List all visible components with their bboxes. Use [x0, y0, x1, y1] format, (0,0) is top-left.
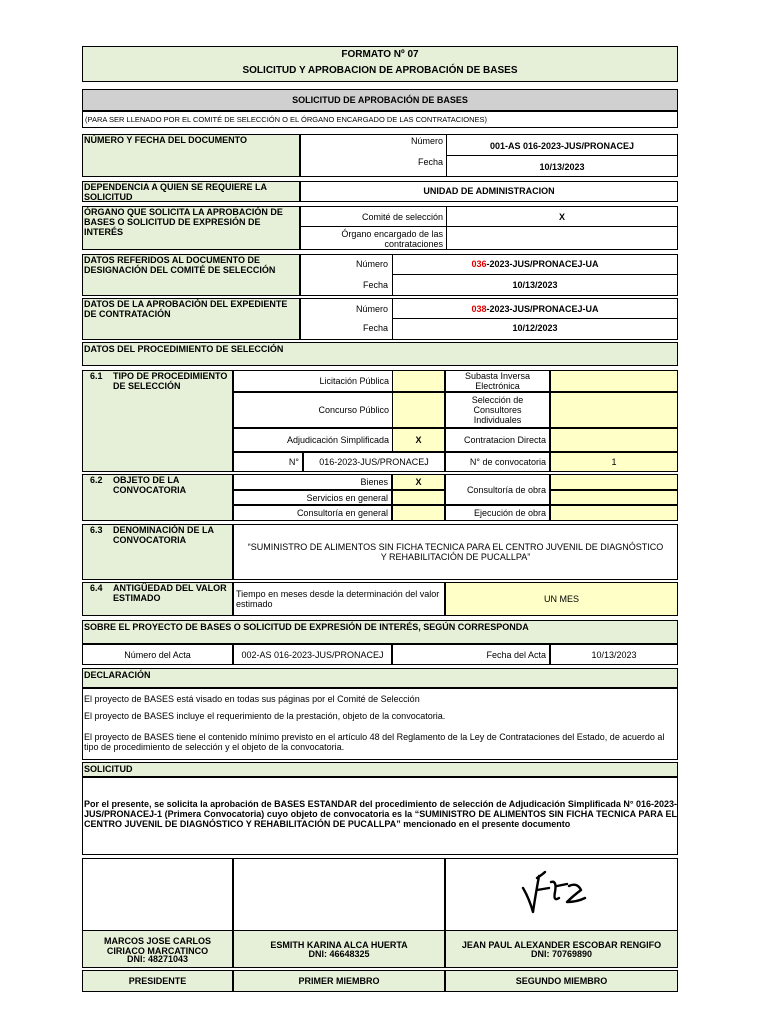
s64-label: ANTIGÜEDAD DEL VALOR ESTIMADO — [113, 583, 227, 603]
solicitud-text: Por el presente, se solicita la aprobación de BASES ESTANDAR del procedimiento de selección de Adjudicación Simplificada N° 016-2023-JUS/PRONACEJ-1 (Primera Convocatoria) cuyo objeto de convocatoria es la “SUMINISTRO DE ALIMENTOS SIN FICHA TECNICA PARA EL CENTRO JUVENIL DE DIAGNÓSTICO Y REHABILITACIÓN DE PUCALLPA” mencionado en el presente documento — [84, 799, 677, 829]
adjudicacion-check[interactable] — [392, 428, 445, 452]
consultoria-obra-check-2[interactable] — [550, 490, 678, 505]
n-value-text: 016-2023-JUS/PRONACEJ — [319, 457, 429, 467]
consultoria-general-check[interactable] — [392, 505, 445, 521]
consultoria-obra-check[interactable] — [550, 474, 678, 490]
designacion-numero-red: 036 — [471, 259, 487, 269]
acta-value-text: 002-AS 016-2023-JUS/PRONACEJ — [241, 649, 384, 660]
declaracion-p2: El proyecto de BASES incluye el requerimiento de la prestación, objeto de la convocatoria. — [84, 711, 446, 721]
organo-encargado-label: Órgano encargado de las contrataciones — [341, 229, 443, 249]
doc-numero-label: Número — [410, 136, 443, 146]
dependencia-label: DEPENDENCIA A QUIEN SE REQUIERE LA SOLICITUD — [84, 182, 267, 202]
subasta-text: Subasta Inversa Electrónica — [464, 371, 531, 391]
subasta-check[interactable] — [550, 370, 678, 392]
bienes-mark: X — [415, 477, 422, 487]
adjudicacion-label — [233, 428, 392, 452]
role-segundo-miembro: SEGUNDO MIEMBRO — [515, 976, 608, 986]
comite-mark: X — [558, 212, 565, 222]
adjudicacion-text: Adjudicación Simplificada — [286, 435, 389, 445]
conv-text: N° de convocatoria — [469, 457, 546, 467]
n-text: N° — [288, 457, 299, 467]
acta-fecha-label-text: Fecha del Acta — [486, 649, 546, 660]
designacion-numero — [392, 259, 678, 269]
consultoria-obra-label — [445, 474, 550, 505]
ejecucion-obra-check[interactable] — [550, 505, 678, 521]
doc-fecha: 10/13/2023 — [539, 162, 585, 172]
concurso-text: Concurso Público — [318, 405, 389, 415]
declaracion-p1: El proyecto de BASES está visado en todas sus páginas por el Comité de Selección — [84, 694, 420, 704]
role-primer-miembro: PRIMER MIEMBRO — [298, 976, 380, 986]
servicios-label — [233, 490, 392, 505]
conv-value — [550, 452, 678, 472]
organo-label: ÓRGANO QUE SOLICITA LA APROBACIÓN DE BASES O SOLICITUD DE EXPRESIÓN DE INTERÉS — [84, 207, 283, 237]
s62-label: OBJETO DE LA CONVOCATORIA — [113, 475, 187, 495]
tiempo-label-box — [233, 582, 445, 616]
s61-label: TIPO DE PROCEDIMIENTO DE SELECCIÓN — [113, 371, 228, 391]
divider — [392, 318, 678, 319]
tiempo-value-box — [445, 582, 678, 616]
firma-2-dni: DNI: 46648325 — [308, 949, 370, 959]
s61-num: 6.1 — [90, 371, 103, 381]
expediente-fecha: 10/12/2023 — [512, 323, 558, 333]
s63-label: DENOMINACIÓN DE LA CONVOCATORIA — [113, 525, 214, 545]
tiempo-value: UN MES — [543, 594, 579, 604]
firma-3-name: JEAN PAUL ALEXANDER ESCOBAR RENGIFO — [461, 940, 662, 950]
ejecucion-obra-label — [445, 505, 550, 521]
acta-label-text: Número del Acta — [124, 649, 191, 660]
denominacion-box — [233, 524, 678, 580]
doc-label: NÚMERO Y FECHA DEL DOCUMENTO — [84, 135, 248, 145]
procedimiento-label: DATOS DEL PROCEDIMIENTO DE SELECCIÓN — [84, 344, 284, 354]
licitacion-text: Licitación Pública — [319, 376, 389, 386]
firma-2-name: ESMITH KARINA ALCA HUERTA — [270, 940, 408, 950]
acta-fecha-label — [392, 644, 550, 665]
doc-numero: 001-AS 016-2023-JUS/PRONACEJ — [489, 141, 635, 151]
designacion-fecha: 10/13/2023 — [512, 280, 558, 290]
designacion-numero-rest: -2023-JUS/PRONACEJ-UA — [486, 259, 599, 269]
acta-fecha-value-text: 10/13/2023 — [591, 649, 637, 660]
divider — [300, 226, 678, 227]
n-value — [303, 452, 445, 472]
s63-num: 6.3 — [90, 525, 103, 535]
directa-text: Contratacion Directa — [463, 435, 546, 445]
expediente-label: DATOS DE LA APROBACIÓN DEL EXPEDIENTE DE CONTRATACIÓN — [84, 299, 288, 319]
concurso-check[interactable] — [392, 392, 445, 428]
firma-1-name: MARCOS JOSE CARLOS CIRIACO MARCATINCO — [103, 936, 211, 956]
licitacion-check[interactable] — [392, 370, 445, 392]
expediente-fecha-label: Fecha — [362, 323, 388, 333]
servicios-check[interactable] — [392, 490, 445, 505]
acta-fecha-value — [550, 644, 678, 665]
conv-value-text: 1 — [611, 457, 617, 467]
designacion-fecha-label: Fecha — [362, 280, 388, 290]
conv-label — [445, 452, 550, 472]
s62-num: 6.2 — [90, 475, 103, 485]
adjudicacion-mark: X — [415, 435, 422, 445]
denominacion-text: “SUMINISTRO DE ALIMENTOS SIN FICHA TECNICA PARA EL CENTRO JUVENIL DE DIAGNÓSTICO Y REHABILITACIÓN DE PUCALLPA” — [247, 542, 664, 562]
concurso-label — [233, 392, 392, 428]
role-presidente: PRESIDENTE — [128, 976, 187, 986]
comite-label: Comité de selección — [361, 212, 443, 222]
subasta-label — [445, 370, 550, 392]
directa-check[interactable] — [550, 428, 678, 452]
firma-3-dni: DNI: 70769890 — [530, 949, 593, 959]
expediente-numero-red: 038 — [471, 304, 487, 314]
divider — [446, 155, 678, 156]
designacion-numero-label: Número — [355, 259, 388, 269]
consultoria-obra-text: Consultoría de obra — [466, 484, 546, 495]
declaracion-p3: El proyecto de BASES tiene el contenido mínimo previsto en el artículo 48 del Reglamento de la Ley de Contrataciones del Estado, de acuerdo al tipo de procedimiento de selección y el objeto de la convocatoria. — [84, 732, 665, 752]
bienes-label — [233, 474, 392, 490]
designacion-label: DATOS REFERIDOS AL DOCUMENTO DE DESIGNACIÓN DEL COMITÉ DE SELECCIÓN — [84, 255, 276, 275]
acta-value — [233, 644, 392, 665]
firma-1-dni: DNI: 48271043 — [126, 954, 189, 964]
declaracion-header — [82, 668, 678, 688]
expediente-numero-rest: -2023-JUS/PRONACEJ-UA — [486, 304, 599, 314]
acta-label — [82, 644, 233, 665]
consultoria-general-label — [233, 505, 392, 521]
dependencia-value: UNIDAD DE ADMINISTRACION — [423, 186, 555, 196]
subtitle: SOLICITUD DE APROBACIÓN DE BASES — [292, 95, 468, 105]
consultores-check[interactable] — [550, 392, 678, 428]
servicios-text: Servicios en general — [306, 492, 388, 503]
document-title: SOLICITUD Y APROBACION DE APROBACIÓN DE BASES — [242, 65, 518, 76]
proyecto-label: SOBRE EL PROYECTO DE BASES O SOLICITUD DE EXPRESIÓN DE INTERÉS, SEGÚN CORRESPONDA — [84, 622, 529, 632]
solicitud-header — [82, 762, 678, 777]
divider — [392, 274, 678, 275]
bienes-text: Bienes — [360, 477, 388, 487]
consultores-text: Selección de Consultores Individuales — [471, 395, 524, 425]
note: (PARA SER LLENADO POR EL COMITÉ DE SELECCIÓN O EL ÓRGANO ENCARGADO DE LAS CONTRATACIONES) — [85, 115, 488, 124]
consultoria-general-text: Consultoría en general — [296, 508, 388, 518]
consultores-label — [445, 392, 550, 428]
doc-fecha-label: Fecha — [417, 157, 443, 167]
expediente-numero — [392, 304, 678, 314]
solicitud-label: SOLICITUD — [84, 764, 133, 774]
signature-image — [515, 868, 595, 920]
s64-num: 6.4 — [90, 583, 103, 593]
formato-title: FORMATO Nº 07 — [341, 49, 419, 60]
n-label — [233, 452, 303, 472]
expediente-numero-label: Número — [355, 304, 388, 314]
ejecucion-obra-text: Ejecución de obra — [473, 508, 546, 518]
licitacion-label — [233, 370, 392, 392]
bienes-check[interactable] — [392, 474, 445, 490]
declaracion-label: DECLARACIÓN — [84, 670, 151, 680]
directa-label — [445, 428, 550, 452]
tiempo-label: Tiempo en meses desde la determinación del valor estimado — [236, 589, 440, 609]
